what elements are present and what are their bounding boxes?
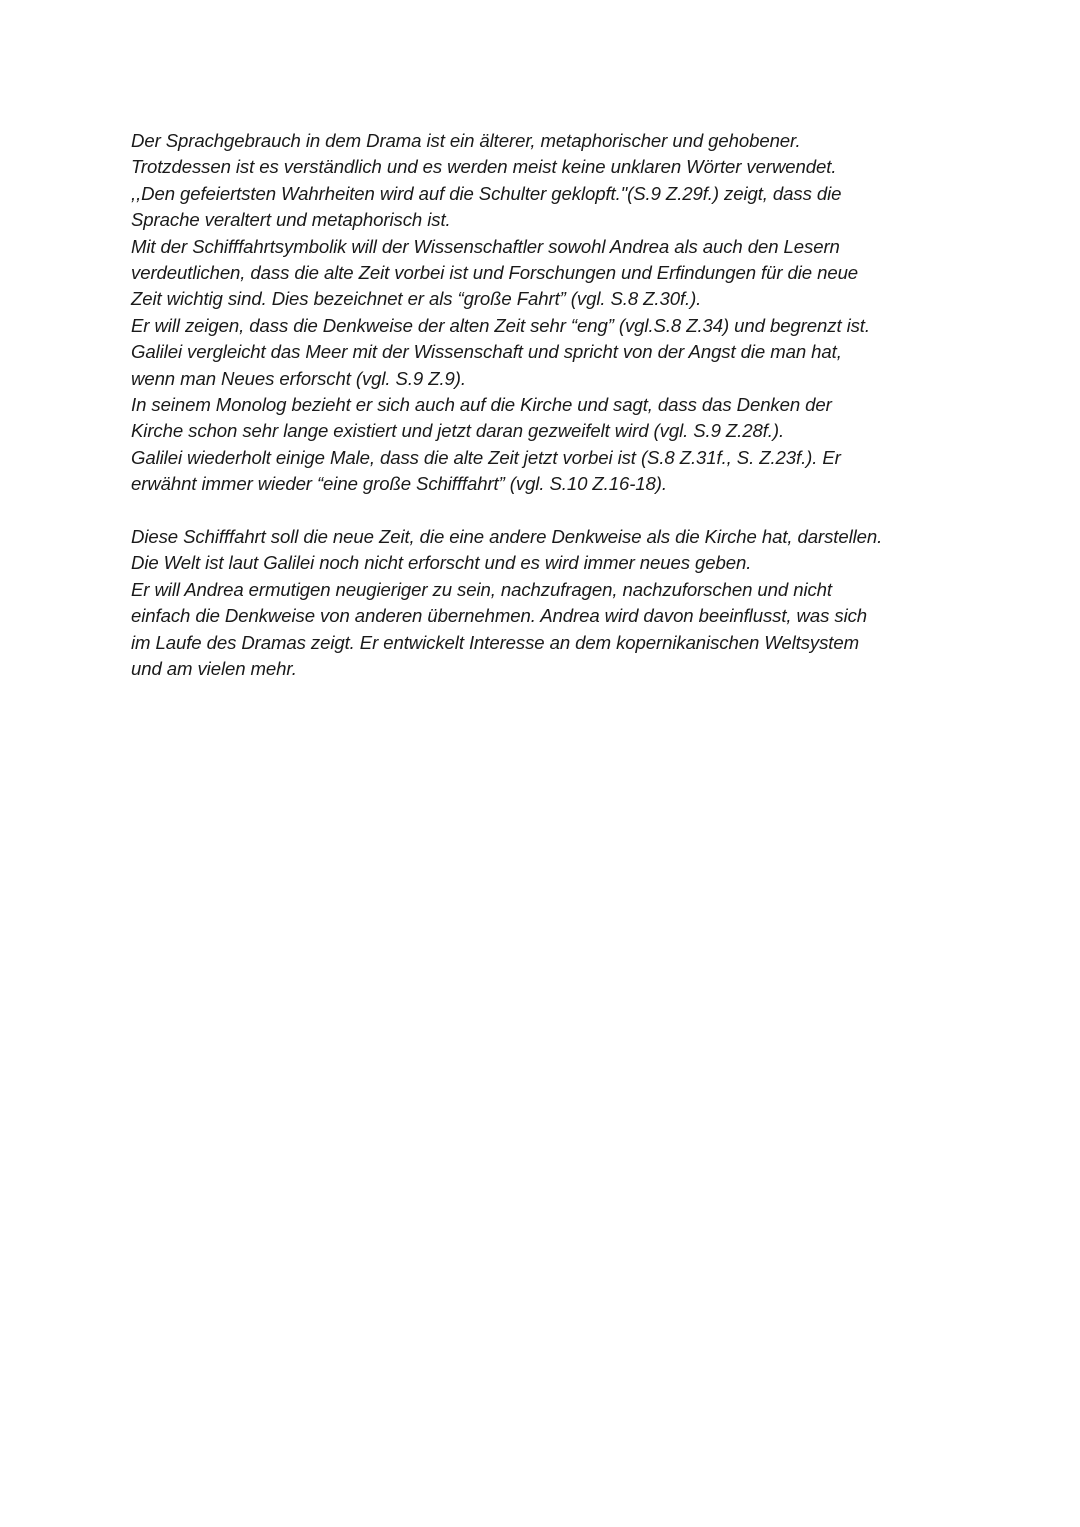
text-line: In seinem Monolog bezieht er sich auch auf die Kirche und sagt, dass das Denken der [131,394,832,416]
text-line: Kirche schon sehr lange existiert und jetzt daran gezweifelt wird (vgl. S.9 Z.28f.). [131,420,785,442]
paragraph-language-analysis [131,128,961,498]
text-line: Er will Andrea ermutigen neugieriger zu sein, nachzufragen, nachzuforschen und nicht [131,578,832,600]
text-line: Er will zeigen, dass die Denkweise der alten Zeit sehr “eng” (vgl.S.8 Z.34) und begrenzt ist. [131,314,870,336]
text-line: ,,Den gefeiertsten Wahrheiten wird auf die Schulter geklopft."(S.9 Z.29f.) zeigt, dass die [131,182,842,204]
text-line: einfach die Denkweise von anderen übernehmen. Andrea wird davon beeinflusst, was sich [131,605,868,627]
document-body [131,128,961,683]
text-line: Die Welt ist laut Galilei noch nicht erforscht und es wird immer neues geben. [131,552,752,574]
paragraph-conclusion [131,524,961,682]
text-line: Diese Schifffahrt soll die neue Zeit, die eine andere Denkweise als die Kirche hat, darstellen. [131,526,883,548]
text-line: im Laufe des Dramas zeigt. Er entwickelt Interesse an dem kopernikanischen Weltsystem [131,631,859,653]
text-line: Trotzdessen ist es verständlich und es werden meist keine unklaren Wörter verwendet. [131,156,837,178]
text-line: wenn man Neues erforscht (vgl. S.9 Z.9). [131,367,466,389]
paragraph-spacer [131,498,961,524]
text-line: Der Sprachgebrauch in dem Drama ist ein älterer, metaphorischer und gehobener. [131,130,801,151]
text-line: Sprache veraltert und metaphorisch ist. [131,209,451,231]
text-line: Galilei vergleicht das Meer mit der Wissenschaft und spricht von der Angst die man hat, [131,341,842,363]
text-line: und am vielen mehr. [131,658,297,680]
text-line: verdeutlichen, dass die alte Zeit vorbei ist und Forschungen und Erfindungen für die neue [131,262,859,284]
text-line: Mit der Schifffahrtsymbolik will der Wissenschaftler sowohl Andrea als auch den Lesern [131,235,840,257]
text-line: Galilei wiederholt einige Male, dass die alte Zeit jetzt vorbei ist (S.8 Z.31f., S. Z.23f.). Er [131,446,841,468]
text-line: erwähnt immer wieder “eine große Schifffahrt” (vgl. S.10 Z.16-18). [131,473,667,495]
text-line: Zeit wichtig sind. Dies bezeichnet er als “große Fahrt” (vgl. S.8 Z.30f.). [131,288,702,310]
